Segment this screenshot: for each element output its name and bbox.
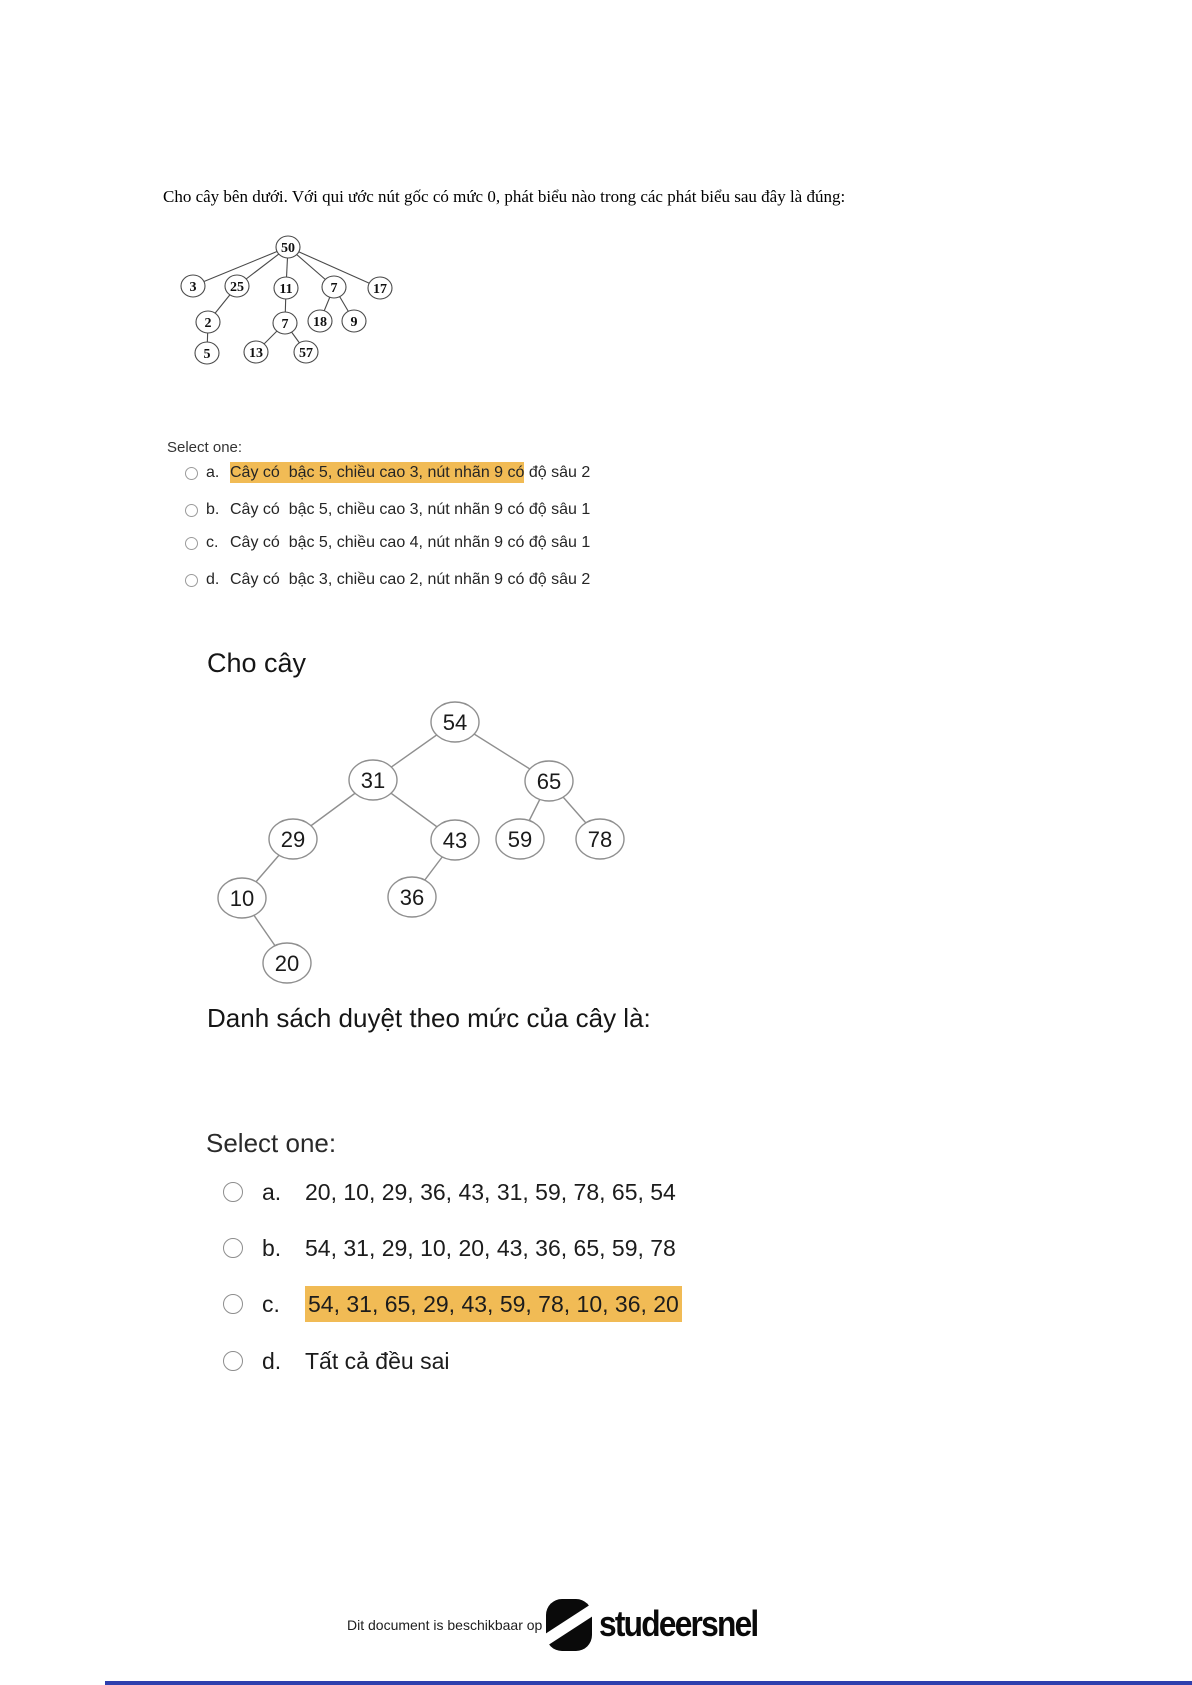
studeersnel-logo-icon bbox=[546, 1599, 592, 1651]
q1-option-a-radio[interactable] bbox=[185, 467, 198, 480]
option-text-rest: 54, 31, 29, 10, 20, 43, 36, 65, 59, 78 bbox=[305, 1234, 676, 1261]
q2-option-row-a[interactable] bbox=[223, 1174, 676, 1210]
tree-node-label: 3 bbox=[189, 280, 197, 295]
q2-heading: Cho cây bbox=[207, 648, 307, 678]
tree-node-label: 43 bbox=[442, 828, 468, 853]
q2-option-row-c[interactable] bbox=[223, 1286, 682, 1322]
option-text-rest: Cây có bậc 5, chiều cao 3, nút nhãn 9 có độ sâu 1 bbox=[230, 501, 591, 518]
option-letter: c. bbox=[262, 1290, 280, 1317]
tree-node-label: 59 bbox=[507, 827, 533, 852]
tree-node-label: 78 bbox=[587, 827, 613, 852]
option-text bbox=[305, 1179, 676, 1206]
q1-option-row-b[interactable] bbox=[185, 499, 590, 521]
q2-select-label: Select one: bbox=[206, 1128, 337, 1158]
tree-node-label: 10 bbox=[229, 886, 255, 911]
option-letter: a. bbox=[262, 1178, 282, 1205]
option-letter: d. bbox=[262, 1347, 282, 1374]
q2-option-row-d[interactable] bbox=[223, 1343, 449, 1379]
option-text bbox=[230, 464, 590, 482]
q1-prompt: Cho cây bên dưới. Với qui ước nút gốc có mức 0, phát biểu nào trong các phát biểu sau đây là đúng: bbox=[163, 187, 846, 206]
tree-node-label: 7 bbox=[330, 281, 338, 296]
tree-node-label: 65 bbox=[536, 769, 562, 794]
option-text-highlight: 54, 31, 65, 29, 43, 59, 78, 10, 36, 20 bbox=[305, 1286, 682, 1322]
tree-node-label: 9 bbox=[350, 315, 358, 330]
q1-select-label: Select one: bbox=[167, 439, 243, 456]
tree-node-label: 7 bbox=[281, 317, 289, 332]
q1-option-row-d[interactable] bbox=[185, 569, 590, 591]
tree-node-label: 36 bbox=[399, 885, 425, 910]
tree-node-label: 11 bbox=[279, 282, 293, 297]
option-text bbox=[230, 534, 590, 552]
option-letter: d. bbox=[206, 571, 220, 588]
option-text bbox=[305, 1235, 676, 1262]
option-text-rest: độ sâu 2 bbox=[524, 464, 591, 481]
q1-option-b-radio[interactable] bbox=[185, 504, 198, 517]
option-letter: a. bbox=[206, 464, 220, 481]
q2-option-d-radio[interactable] bbox=[223, 1351, 243, 1371]
q1-option-row-a[interactable] bbox=[185, 462, 590, 484]
option-text-rest: Cây có bậc 5, chiều cao 4, nút nhãn 9 có độ sâu 1 bbox=[230, 534, 591, 551]
option-text bbox=[230, 501, 590, 519]
option-text-rest: Cây có bậc 3, chiều cao 2, nút nhãn 9 có độ sâu 2 bbox=[230, 571, 591, 588]
option-text bbox=[305, 1348, 449, 1375]
tree-node-label: 20 bbox=[274, 951, 300, 976]
tree-node-label: 29 bbox=[280, 827, 306, 852]
q1-option-d-radio[interactable] bbox=[185, 574, 198, 587]
option-text bbox=[305, 1291, 682, 1318]
tree-node-label: 57 bbox=[299, 346, 313, 361]
tree-node-label: 54 bbox=[442, 710, 468, 735]
q2-option-a-radio[interactable] bbox=[223, 1182, 243, 1202]
q2-prompt: Danh sách duyệt theo mức của cây là: bbox=[207, 1003, 651, 1033]
q1-option-c-radio[interactable] bbox=[185, 537, 198, 550]
tree-node-label: 31 bbox=[360, 768, 386, 793]
footer-availability-text: Dit document is beschikbaar op bbox=[347, 1617, 543, 1633]
option-text-rest: Tất cả đều sai bbox=[305, 1347, 450, 1374]
option-letter: b. bbox=[206, 501, 220, 518]
q1-tree-diagram bbox=[160, 225, 410, 375]
tree-node-label: 17 bbox=[373, 282, 387, 297]
studeersnel-wordmark: studeersnel bbox=[599, 1603, 758, 1644]
tree-node-label: 2 bbox=[204, 316, 212, 331]
tree-node-label: 13 bbox=[249, 346, 263, 361]
q1-option-row-c[interactable] bbox=[185, 532, 590, 554]
tree-node-label: 25 bbox=[230, 280, 244, 295]
option-letter: b. bbox=[262, 1234, 282, 1261]
q2-option-c-radio[interactable] bbox=[223, 1294, 243, 1314]
option-text bbox=[230, 571, 590, 589]
option-text-highlight: Cây có bậc 5, chiều cao 3, nút nhãn 9 có bbox=[230, 464, 525, 481]
page-divider-bar bbox=[105, 1681, 1192, 1685]
q2-option-row-b[interactable] bbox=[223, 1230, 676, 1266]
option-text-rest: 20, 10, 29, 36, 43, 31, 59, 78, 65, 54 bbox=[305, 1178, 676, 1205]
tree-node-label: 5 bbox=[203, 347, 211, 362]
q2-tree-diagram bbox=[200, 680, 640, 1000]
q2-option-b-radio[interactable] bbox=[223, 1238, 243, 1258]
option-letter: c. bbox=[206, 534, 219, 551]
tree-node-label: 18 bbox=[313, 315, 327, 330]
tree-node-label: 50 bbox=[281, 241, 295, 256]
